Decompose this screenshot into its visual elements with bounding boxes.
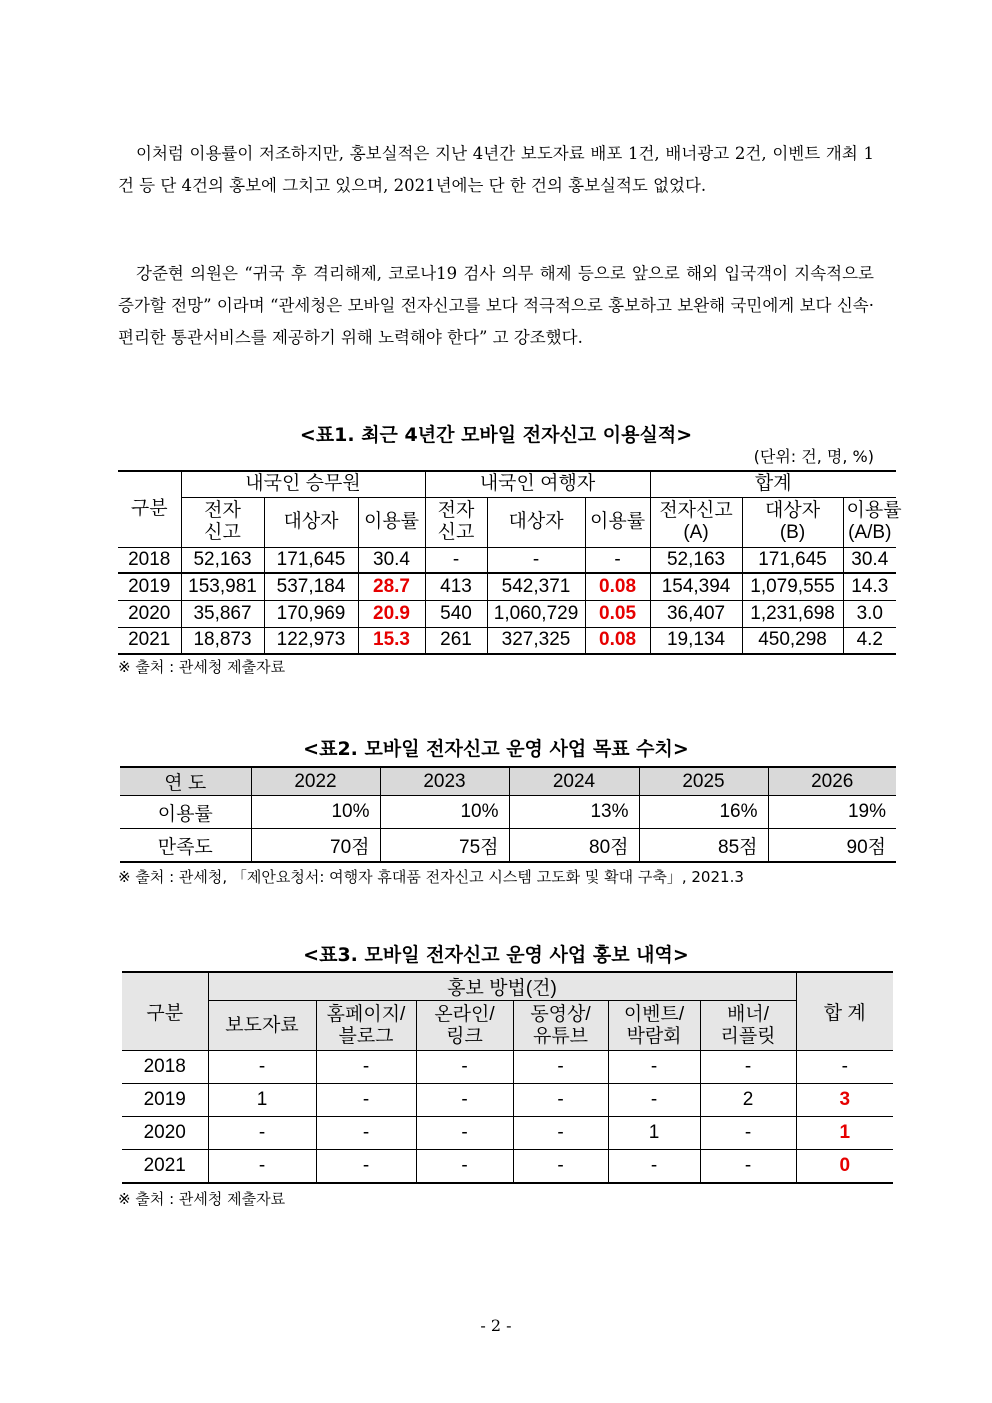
table2-cell: 85점 <box>639 829 768 863</box>
table3-year: 2018 <box>122 1051 208 1084</box>
table3-cell: - <box>416 1117 513 1150</box>
table3-cell: 1 <box>208 1084 316 1117</box>
table3-method-header: 홈페이지/ 블로그 <box>316 1001 416 1051</box>
table-row <box>122 1084 893 1117</box>
table2-cell: 10% <box>380 796 509 829</box>
table3-group: 홍보 방법(건) <box>208 972 796 1001</box>
table3-method-header: 배너/ 리플릿 <box>700 1001 796 1051</box>
table1-cell: 2021 <box>118 627 181 654</box>
table3-total: 1 <box>796 1117 893 1150</box>
table1 <box>118 470 902 655</box>
table1-trav-t-header: 대상자 <box>487 497 585 547</box>
table3-cell: - <box>608 1084 700 1117</box>
table1-cell: 542,371 <box>487 573 585 600</box>
table1-tot-t-header: 대상자 (B) <box>742 497 843 547</box>
table1-cell: 19,134 <box>650 627 742 654</box>
table2-cell: 70점 <box>251 829 380 863</box>
table-row <box>118 600 896 627</box>
table3-cell: - <box>316 1051 416 1084</box>
table1-cell: 14.3 <box>843 573 896 600</box>
table3-year: 2019 <box>122 1084 208 1117</box>
table3-cell: - <box>700 1150 796 1184</box>
table1-crew-t-header: 대상자 <box>264 497 358 547</box>
table2-source: ※ 출처 : 관세청, 「제안요청서: 여행자 휴대품 전자신고 시스템 고도화 및 확대 구축」, 2021.3 <box>118 868 744 886</box>
table2-year: 2026 <box>768 767 896 796</box>
table3-cell: - <box>416 1051 513 1084</box>
table3-cell: - <box>700 1051 796 1084</box>
table1-cell: 30.4 <box>843 547 896 573</box>
table3-cell: - <box>208 1051 316 1084</box>
table1-cell: 35,867 <box>181 600 264 627</box>
table3-cell: - <box>513 1084 608 1117</box>
table3-method-header: 이벤트/ 박람회 <box>608 1001 700 1051</box>
table1-cell: - <box>585 547 650 573</box>
table3-cell: - <box>416 1150 513 1184</box>
table2-year: 2022 <box>251 767 380 796</box>
table1-group-crew: 내국인 승무원 <box>181 471 425 497</box>
table1-cell: 540 <box>425 600 487 627</box>
table1-cell: 4.2 <box>843 627 896 654</box>
table1-cell: 537,184 <box>264 573 358 600</box>
table1-cell: 171,645 <box>264 547 358 573</box>
table2-cell: 19% <box>768 796 896 829</box>
table3-cell: 2 <box>700 1084 796 1117</box>
table-row <box>122 1117 893 1150</box>
table1-cell: 1,079,555 <box>742 573 843 600</box>
table1-title: <표1. 최근 4년간 모바일 전자신고 이용실적> <box>299 424 693 446</box>
table1-cell: 1,231,698 <box>742 600 843 627</box>
table3-method-header: 보도자료 <box>208 1001 316 1051</box>
table1-cell: 122,973 <box>264 627 358 654</box>
table2-year: 2023 <box>380 767 509 796</box>
table1-cell: 154,394 <box>650 573 742 600</box>
table1-tot-r-header: 이용률 (A/B) <box>843 497 896 547</box>
table3-source: ※ 출처 : 관세청 제출자료 <box>118 1190 286 1208</box>
table3-method-header: 온라인/ 링크 <box>416 1001 513 1051</box>
table-row <box>120 829 896 863</box>
table-row <box>118 547 896 573</box>
table2-row-label: 이용률 <box>120 796 251 829</box>
table1-source: ※ 출처 : 관세청 제출자료 <box>118 658 286 676</box>
paragraph-1: 이처럼 이용률이 저조하지만, 홍보실적은 지난 4년간 보도자료 배포 1건, 배너광고 2건, 이벤트 개최 1건 등 단 4건의 홍보에 그치고 있으며, 2021년에는 단 한 건의 홍보실적도 없었다. <box>118 144 874 195</box>
table2 <box>120 766 896 863</box>
table3-year: 2021 <box>122 1150 208 1184</box>
table3-cell: - <box>316 1084 416 1117</box>
table2-cell: 90점 <box>768 829 896 863</box>
table1-trav-e-header: 전자 신고 <box>425 497 487 547</box>
table2-cell: 75점 <box>380 829 509 863</box>
table1-group-total: 합계 <box>650 471 896 497</box>
table1-cell: - <box>487 547 585 573</box>
table1-cell: 327,325 <box>487 627 585 654</box>
table1-cell: - <box>425 547 487 573</box>
table1-group-traveler: 내국인 여행자 <box>425 471 650 497</box>
table1-tot-e-header: 전자신고 (A) <box>650 497 742 547</box>
table1-cell-highlight: 15.3 <box>358 627 425 654</box>
table3-total: - <box>796 1051 893 1084</box>
table1-cell: 153,981 <box>181 573 264 600</box>
table-row <box>120 796 896 829</box>
table2-cell: 10% <box>251 796 380 829</box>
table1-cell: 3.0 <box>843 600 896 627</box>
table2-corner: 연 도 <box>120 767 251 796</box>
table3-corner: 구분 <box>122 972 208 1051</box>
table-row <box>122 1051 893 1084</box>
table-row <box>118 573 896 600</box>
table1-cell: 2018 <box>118 547 181 573</box>
table3-title: <표3. 모바일 전자신고 운영 사업 홍보 내역> <box>303 944 689 966</box>
table1-cell: 171,645 <box>742 547 843 573</box>
table3-cell: - <box>513 1117 608 1150</box>
table3 <box>122 971 893 1184</box>
table2-cell: 16% <box>639 796 768 829</box>
table1-cell-highlight: 28.7 <box>358 573 425 600</box>
table-row <box>122 1150 893 1184</box>
table3-total-header: 합 계 <box>796 972 893 1051</box>
table2-title: <표2. 모바일 전자신고 운영 사업 목표 수치> <box>303 738 689 760</box>
table3-cell: - <box>208 1117 316 1150</box>
table1-cell: 2019 <box>118 573 181 600</box>
table3-cell: - <box>416 1084 513 1117</box>
table1-cell: 52,163 <box>650 547 742 573</box>
table2-year: 2025 <box>639 767 768 796</box>
table1-trav-r-header: 이용률 <box>585 497 650 547</box>
table1-cell: 2020 <box>118 600 181 627</box>
table1-crew-e-header: 전자 신고 <box>181 497 264 547</box>
table1-cell: 450,298 <box>742 627 843 654</box>
table3-cell: - <box>316 1117 416 1150</box>
table1-cell: 30.4 <box>358 547 425 573</box>
table3-total: 3 <box>796 1084 893 1117</box>
table1-cell: 52,163 <box>181 547 264 573</box>
table3-cell: - <box>700 1117 796 1150</box>
table1-cell-highlight: 20.9 <box>358 600 425 627</box>
table2-cell: 80점 <box>509 829 639 863</box>
table-row <box>118 627 896 654</box>
table3-total: 0 <box>796 1150 893 1184</box>
table3-cell: 1 <box>608 1117 700 1150</box>
table3-cell: - <box>513 1150 608 1184</box>
table3-cell: - <box>513 1051 608 1084</box>
table1-corner: 구분 <box>118 471 181 547</box>
table3-cell: - <box>608 1051 700 1084</box>
table3-year: 2020 <box>122 1117 208 1150</box>
table3-cell: - <box>208 1150 316 1184</box>
table3-method-header: 동영상/ 유튜브 <box>513 1001 608 1051</box>
table1-cell: 170,969 <box>264 600 358 627</box>
table2-row-label: 만족도 <box>120 829 251 863</box>
table1-cell: 36,407 <box>650 600 742 627</box>
table3-cell: - <box>316 1150 416 1184</box>
table3-cell: - <box>608 1150 700 1184</box>
page-number: - 2 - <box>480 1316 512 1335</box>
table1-cell: 1,060,729 <box>487 600 585 627</box>
table1-cell: 18,873 <box>181 627 264 654</box>
table2-cell: 13% <box>509 796 639 829</box>
table1-crew-r-header: 이용률 <box>358 497 425 547</box>
table1-cell: 261 <box>425 627 487 654</box>
table1-unit: (단위: 건, 명, %) <box>753 447 874 466</box>
table2-year: 2024 <box>509 767 639 796</box>
paragraph-2: 강준현 의원은 “귀국 후 격리해제, 코로나19 검사 의무 해제 등으로 앞으로 해외 입국객이 지속적으로 증가할 전망” 이라며 “관세청은 모바일 전자신고를 보다 적극적으로 홍보하고 보완해 국민에게 보다 신속·편리한 통관서비스를 제공하기 위해 노력해야 한다” 고 강조했다. <box>118 264 874 347</box>
table1-cell-highlight: 0.08 <box>585 627 650 654</box>
table1-cell-highlight: 0.08 <box>585 573 650 600</box>
table1-cell: 413 <box>425 573 487 600</box>
table1-cell-highlight: 0.05 <box>585 600 650 627</box>
